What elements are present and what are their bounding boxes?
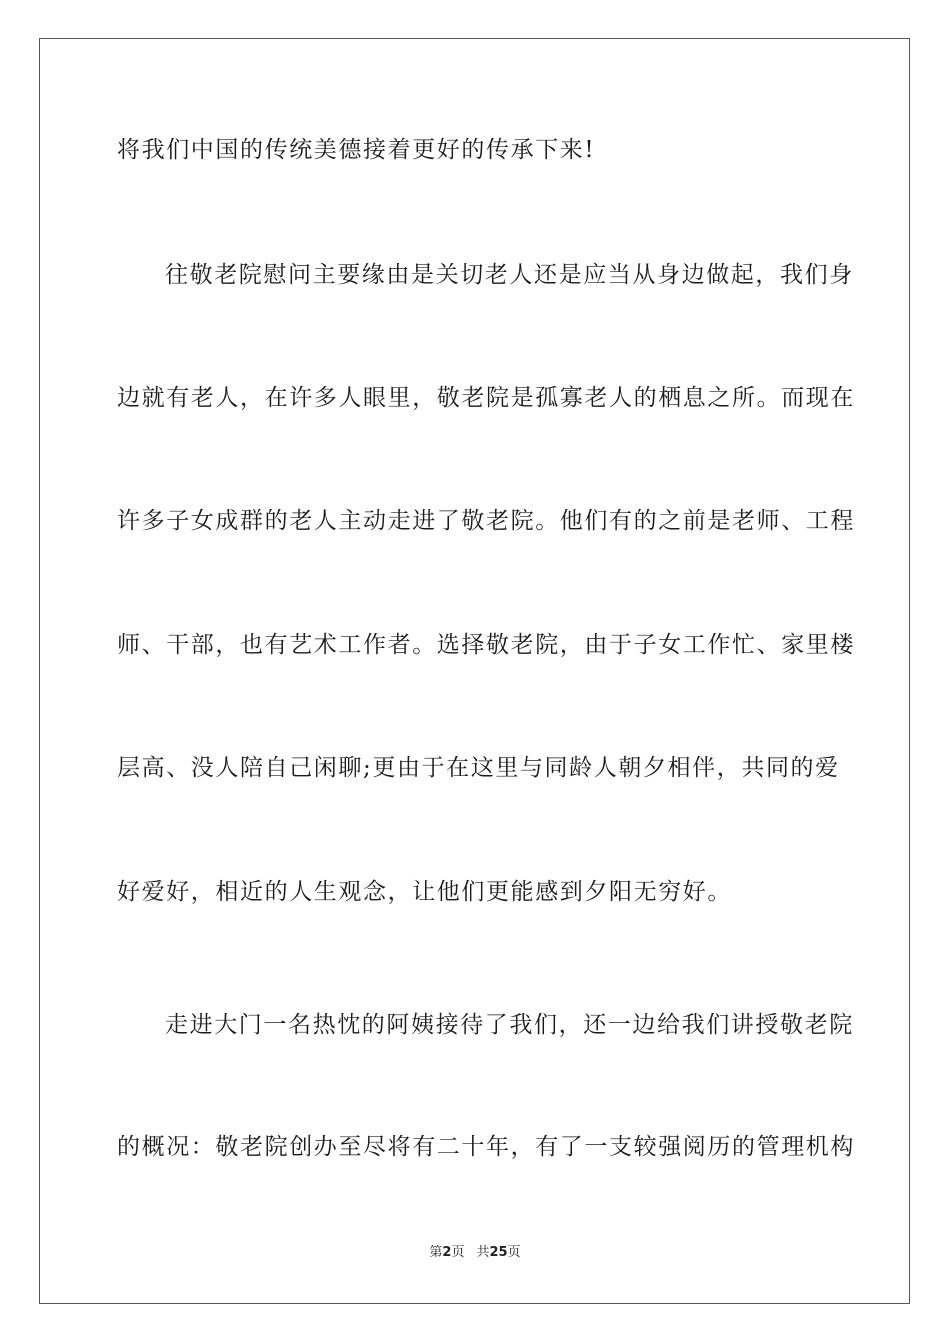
total-prefix: 共 [476,1245,490,1260]
text-line: 边就有老人，在许多人眼里，敬老院是孤寡老人的栖息之所。而现在 [117,385,855,411]
text-line: 走进大门一名热忱的阿姨接待了我们，还一边给我们讲授敬老院 [165,1012,854,1038]
total-pages: 25 [489,1245,508,1260]
text-line: 往敬老院慰问主要缘由是关切老人还是应当从身边做起，我们身 [165,262,854,288]
page-suffix: 页 [451,1245,465,1260]
page-footer [0,1244,950,1262]
page-number: 2 [442,1245,452,1260]
page-prefix: 第 [429,1245,443,1260]
text-line: 师、干部，也有艺术工作者。选择敬老院，由于子女工作忙、家里楼 [117,632,855,658]
text-line: 将我们中国的传统美德接着更好的传承下来! [117,137,596,163]
text-line: 的概况：敬老院创办至尽将有二十年，有了一支较强阅历的管理机构 [117,1134,855,1160]
text-line: 好爱好，相近的人生观念，让他们更能感到夕阳无穷好。 [117,879,732,905]
page-frame [39,38,910,1304]
text-line: 许多子女成群的老人主动走进了敬老院。他们有的之前是老师、工程 [117,508,855,534]
text-line: 层高、没人陪自己闲聊;更由于在这里与同龄人朝夕相伴，共同的爱 [117,755,840,781]
total-suffix: 页 [507,1245,521,1260]
